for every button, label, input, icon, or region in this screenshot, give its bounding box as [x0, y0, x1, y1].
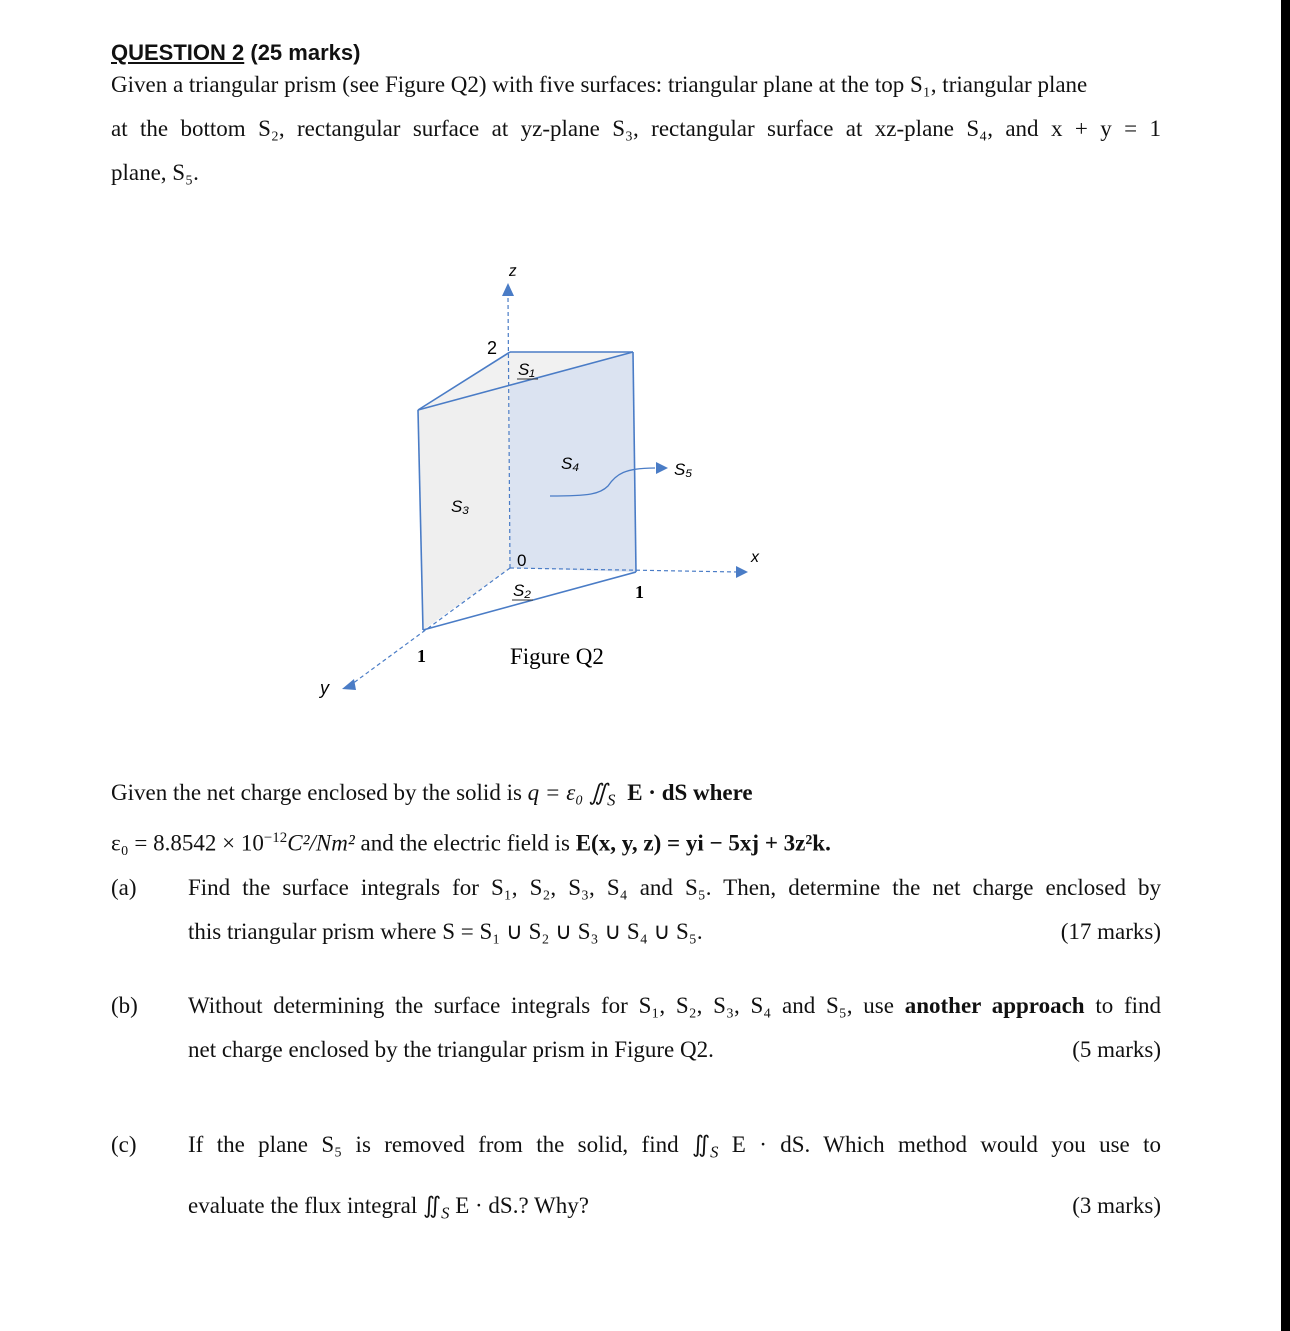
part-c-line-1	[188, 1132, 1161, 1163]
surface-s1-label: S₁	[518, 360, 535, 379]
z-axis-label: z	[508, 262, 518, 280]
part-c-text-b: E · dS. Which method would you use to	[731, 1132, 1162, 1157]
question-number: QUESTION 2	[111, 40, 245, 65]
intro-line-3: plane, S₅.	[111, 160, 199, 185]
question-title	[111, 40, 360, 66]
x-tick-label: 1	[635, 582, 644, 602]
permittivity-unit: C²/Nm²	[287, 830, 355, 856]
intro-line-2: at the bottom S₂, rectangular surface at yz-plane S₃, rectangular surface at xz-plane S₄, and x + y = 1	[111, 116, 1161, 141]
part-b-text-a: Without determining the surface integrals for S₁, S₂, S₃, S₄ and S₅, use	[188, 993, 894, 1018]
part-c-text-d: E · dS.? Why?	[455, 1193, 589, 1218]
intro-line-1: Given a triangular prism (see Figure Q2) with five surfaces: triangular plane at the top S₁, triangular plane	[111, 72, 1088, 97]
surface-s5-label: S₅	[674, 460, 693, 479]
z-axis-arrow	[502, 283, 514, 296]
y-axis-arrow	[342, 679, 356, 690]
x-axis-arrow	[736, 566, 748, 578]
y-tick-label: 1	[417, 646, 426, 666]
part-a-line-2: this triangular prism where S = S₁ ∪ S₂ ∪ S₃ ∪ S₄ ∪ S₅.	[188, 919, 703, 944]
charge-equation: q = ε₀ ∬	[527, 780, 608, 805]
part-c-text-c: evaluate the flux integral ∬	[188, 1193, 442, 1218]
question-total-marks: (25 marks)	[250, 40, 361, 65]
flux-expression: E · dS where	[627, 780, 753, 805]
integral-subscript: S	[607, 790, 616, 810]
z-tick-label: 2	[487, 338, 498, 358]
given-line-2	[111, 830, 831, 857]
part-c-integral-subscript: S	[710, 1142, 719, 1162]
y-axis-label: y	[320, 678, 329, 698]
part-c-integral-subscript-2: S	[441, 1203, 450, 1223]
part-b-marks: (5 marks)	[1072, 1037, 1161, 1062]
permittivity-exponent: −12	[263, 830, 288, 846]
part-b-line-1	[188, 993, 1161, 1019]
given-text: Given the net charge enclosed by the solid is	[111, 780, 522, 805]
part-c-line-2	[188, 1193, 1161, 1224]
part-c-label: (c)	[111, 1132, 137, 1157]
part-a-line-1: Find the surface integrals for S₁, S₂, S₃, S₄ and S₅. Then, determine the net charge enclosed by	[188, 875, 1161, 900]
part-a-label: (a)	[111, 875, 137, 900]
surface-s4-label: S₄	[561, 454, 580, 473]
figure-q2-diagram	[300, 250, 800, 700]
permittivity-value: ε₀ = 8.8542 × 10	[111, 830, 264, 856]
origin-label: 0	[517, 551, 527, 570]
surface-s2-label: S₂	[513, 581, 531, 600]
part-b-emphasis: another approach	[904, 993, 1085, 1018]
part-a-marks: (17 marks)	[1060, 919, 1161, 944]
field-text: and the electric field is	[360, 830, 570, 856]
part-b-line-2: net charge enclosed by the triangular prism in Figure Q2.	[188, 1037, 714, 1062]
surface-s3-label: S₃	[451, 497, 470, 516]
part-b-label: (b)	[111, 993, 138, 1018]
figure-caption: Figure Q2	[510, 644, 604, 669]
part-b-text-b: to find	[1095, 993, 1162, 1018]
given-line-1	[111, 780, 753, 811]
part-c-marks: (3 marks)	[1072, 1193, 1161, 1218]
part-c-text-a: If the plane S₅ is removed from the solid, find ∬	[188, 1132, 711, 1157]
window-edge-bar	[1281, 0, 1290, 1331]
x-axis-label: x	[751, 549, 759, 566]
s5-pointer-arrow	[656, 462, 668, 474]
electric-field-equation: E(x, y, z) = yi − 5xj + 3z²k.	[575, 830, 831, 856]
